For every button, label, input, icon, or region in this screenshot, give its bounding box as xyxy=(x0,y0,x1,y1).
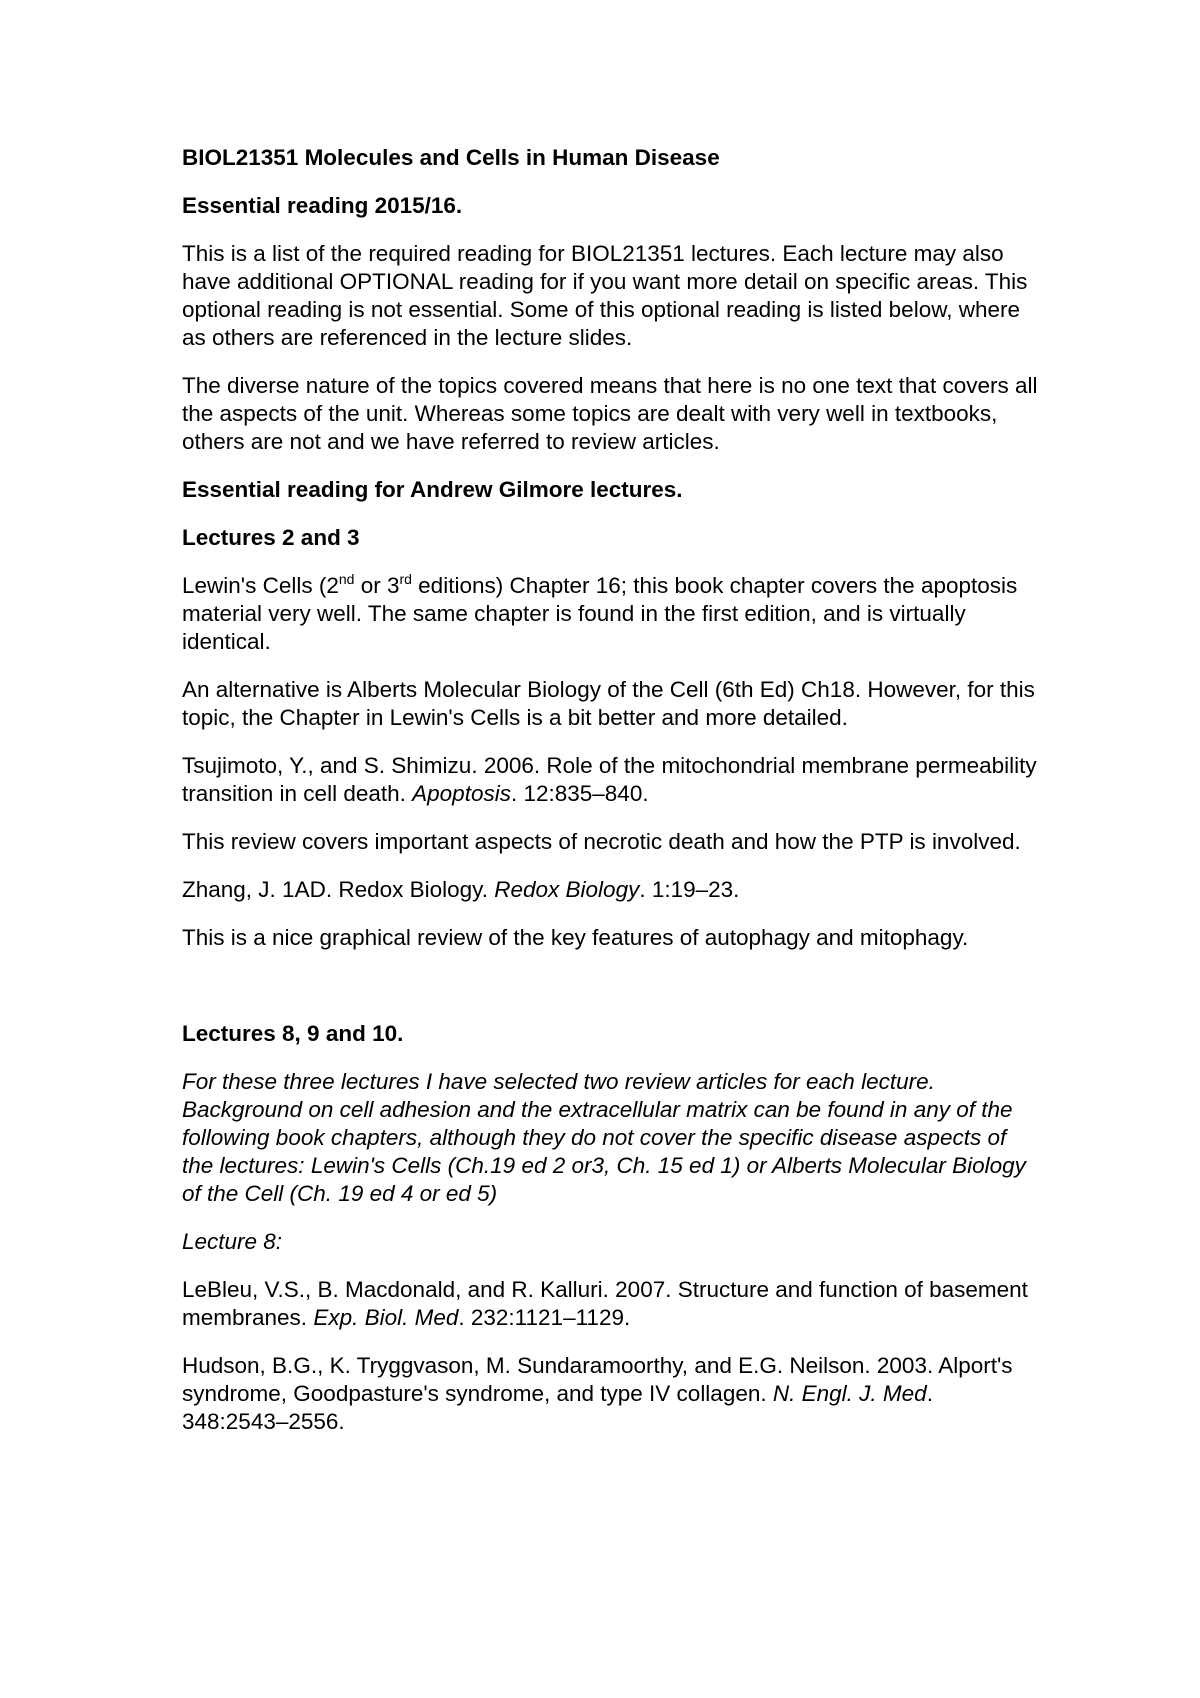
note-zhang: This is a nice graphical review of the key features of autophagy and mitophagy. xyxy=(182,925,969,950)
reference-zhang-journal: Redox Biology xyxy=(494,877,640,902)
alberts-paragraph: An alternative is Alberts Molecular Biology of the Cell (6th Ed) Ch18. However, for this topic, the Chapter in Lewin's Cells is a bit better and more detailed. xyxy=(182,677,1035,730)
lewin-text-b: or 3 xyxy=(354,573,400,598)
lecture-8-label-text: Lecture 8: xyxy=(182,1229,283,1254)
lewin-text-c: editions) Chapter 16; this book chapter covers the apoptosis material very well. The same chapter is found in the first edition, and is virtually identical. xyxy=(182,573,1018,654)
reference-tsujimoto-rest: . 12:835–840. xyxy=(510,781,649,806)
lectures-2-3-heading: Lectures 2 and 3 xyxy=(182,525,360,550)
lewin-text-a: Lewin's Cells (2 xyxy=(182,573,339,598)
reference-lebleu-journal: Exp. Biol. Med xyxy=(313,1305,459,1330)
intro-paragraph-1: This is a list of the required reading for BIOL21351 lectures. Each lecture may also have additional OPTIONAL reading for if you want more detail on specific areas. This optional reading is not essential. Some of this optional reading is listed below, where as others are referenced in the lecture slides. xyxy=(182,241,1028,350)
reference-hudson-rest: . 348:2543–2556. xyxy=(182,1381,933,1434)
reference-zhang-text: Zhang, J. 1AD. Redox Biology. xyxy=(182,877,495,902)
document-page xyxy=(182,144,1042,1456)
document-title: BIOL21351 Molecules and Cells in Human Disease xyxy=(182,145,720,170)
reference-tsujimoto-journal: Apoptosis xyxy=(412,781,511,806)
reference-tsujimoto-text: Tsujimoto, Y., and S. Shimizu. 2006. Role of the mitochondrial membrane permeability transition in cell death. xyxy=(182,753,1037,806)
reference-zhang-rest: . 1:19–23. xyxy=(639,877,740,902)
reference-hudson-journal: N. Engl. J. Med xyxy=(772,1381,927,1406)
reference-hudson xyxy=(182,1352,1042,1436)
reference-zhang xyxy=(182,876,1042,904)
lewin-sup-nd: nd xyxy=(338,571,355,587)
lectures-8-9-10-intro-text: For these three lectures I have selected two review articles for each lecture. Background on cell adhesion and the extracellular matrix can be found in any of the following book chapters, although they do not cover the specific disease aspects of the lectures: Lewin's Cells (Ch.19 ed 2 or3, Ch. 15 ed 1) or Alberts Molecular Biology of the Cell (Ch. 19 ed 4 or ed 5) xyxy=(182,1069,1026,1206)
reference-lebleu-rest: . 232:1121–1129. xyxy=(458,1305,631,1330)
lectures-8-9-10-heading: Lectures 8, 9 and 10. xyxy=(182,1021,404,1046)
lewin-paragraph xyxy=(182,572,1042,656)
reference-lebleu xyxy=(182,1276,1042,1332)
section-heading-gilmore: Essential reading for Andrew Gilmore lectures. xyxy=(182,477,683,502)
lectures-8-9-10-intro xyxy=(182,1068,1042,1208)
document-subtitle: Essential reading 2015/16. xyxy=(182,193,463,218)
reference-tsujimoto xyxy=(182,752,1042,808)
lecture-8-label xyxy=(182,1228,1042,1256)
reference-hudson-text: Hudson, B.G., K. Tryggvason, M. Sundaramoorthy, and E.G. Neilson. 2003. Alport's syndrome, Goodpasture's syndrome, and type IV collagen. xyxy=(182,1353,1013,1406)
lewin-sup-rd: rd xyxy=(399,571,412,587)
intro-paragraph-2: The diverse nature of the topics covered means that here is no one text that covers all the aspects of the unit. Whereas some topics are dealt with very well in textbooks, others are not and we have referred to review articles. xyxy=(182,373,1038,454)
note-tsujimoto: This review covers important aspects of necrotic death and how the PTP is involved. xyxy=(182,829,1021,854)
reference-lebleu-text: LeBleu, V.S., B. Macdonald, and R. Kalluri. 2007. Structure and function of basement membranes. xyxy=(182,1277,1028,1330)
